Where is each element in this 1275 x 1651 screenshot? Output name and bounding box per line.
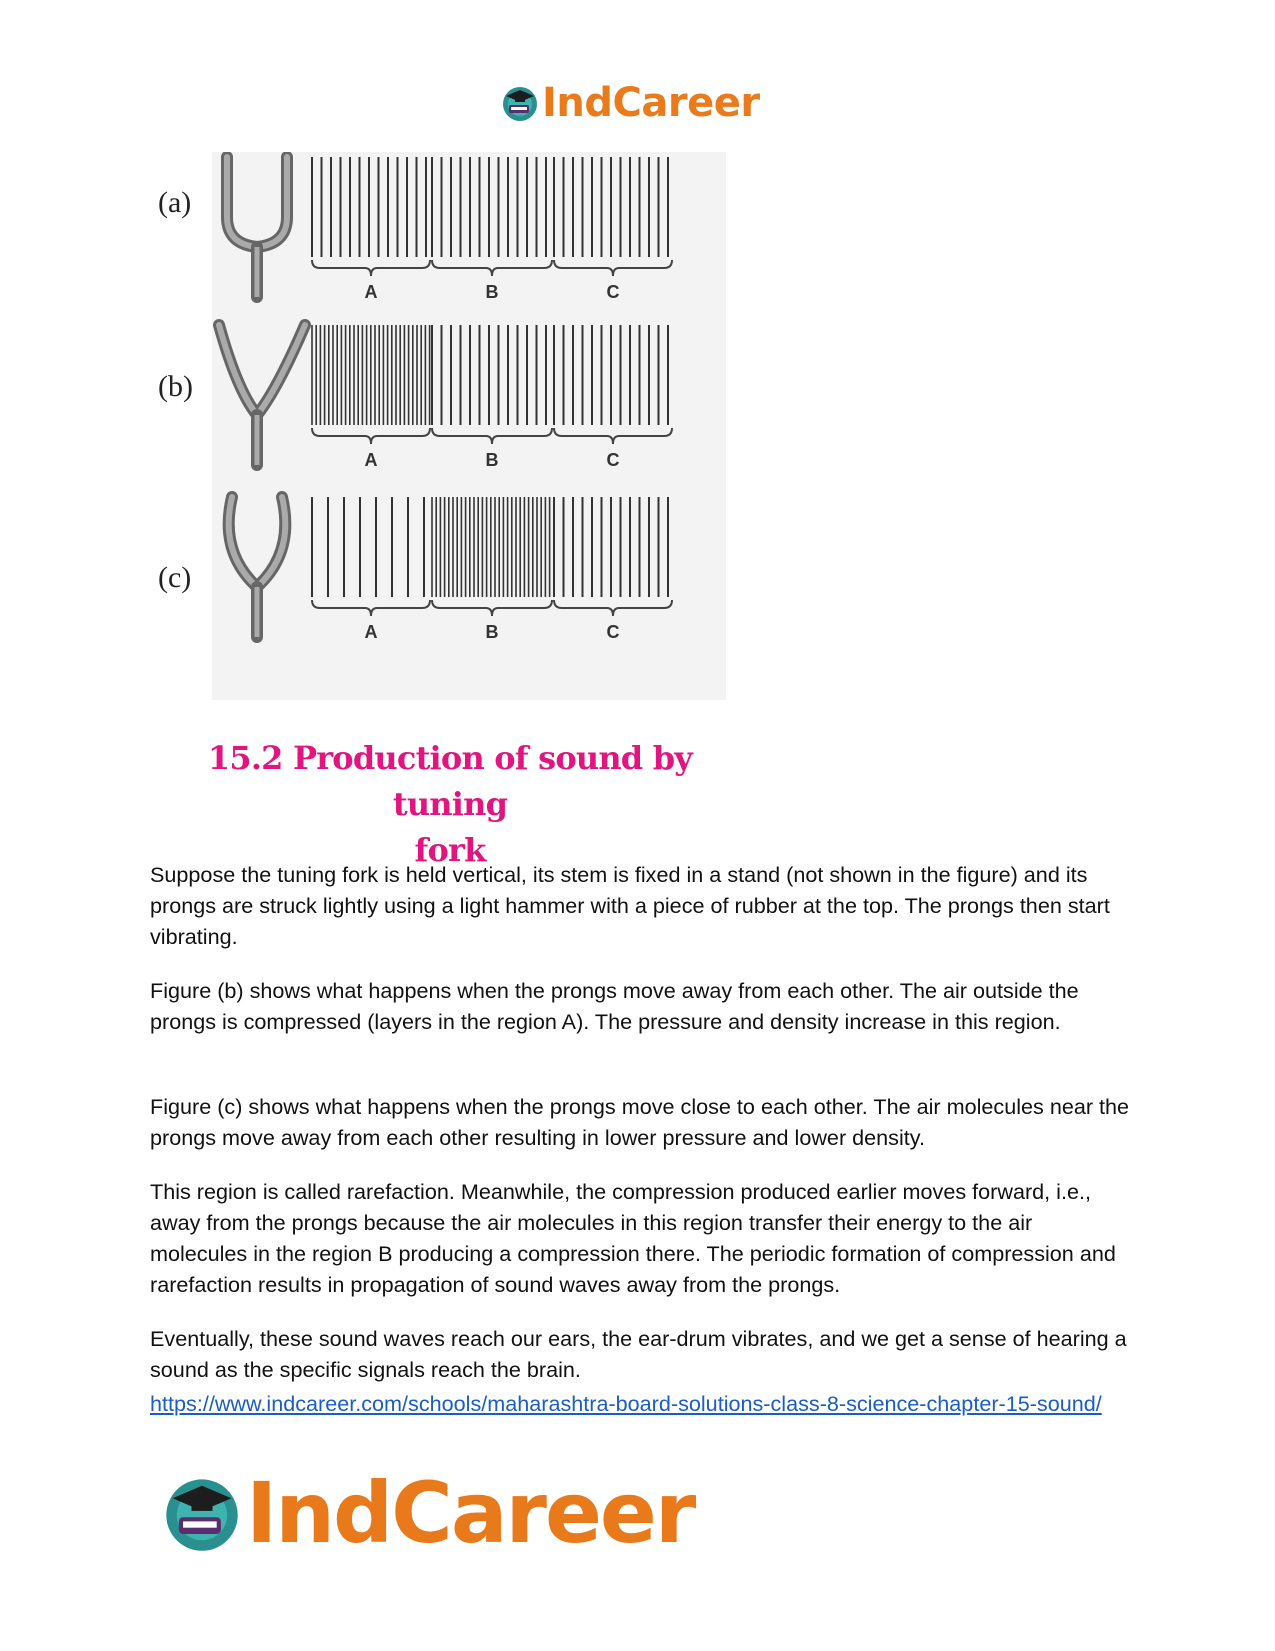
region-label: C xyxy=(606,450,620,470)
heading-line-2: fork xyxy=(414,831,486,869)
tuning-fork-figure xyxy=(212,152,726,700)
source-link[interactable]: https://www.indcareer.com/schools/maharashtra-board-solutions-class-8-science-chapter-15-sound/ xyxy=(150,1391,1102,1416)
region-brace xyxy=(554,428,672,444)
region-label: C xyxy=(606,282,620,302)
brand-name: IndCareer xyxy=(542,80,760,126)
header-logo xyxy=(500,78,760,128)
brand-name: IndCareer xyxy=(246,1464,695,1562)
region-brace xyxy=(312,600,430,616)
paragraph-intro: Suppose the tuning fork is held vertical, its stem is fixed in a stand (not shown in the figure) and its prongs are struck lightly using a light hammer with a piece of rubber at the top. The prongs then start vibrating. xyxy=(150,862,1110,949)
paragraph-rarefaction: This region is called rarefaction. Meanwhile, the compression produced earlier moves forward, i.e., away from the prongs because the air molecules in this region transfer their energy to the air molecules in the region B producing a compression there. The periodic formation of compression and rarefaction results in propagation of sound waves away from the prongs. xyxy=(150,1179,1116,1297)
tuning-fork-diagram xyxy=(212,152,726,700)
fork-prongs xyxy=(229,497,286,587)
region-label: A xyxy=(364,622,378,642)
region-brace xyxy=(312,260,430,276)
section-heading xyxy=(150,735,750,873)
region-brace xyxy=(554,260,672,276)
graduate-book-globe-icon xyxy=(500,83,540,123)
paragraph-hearing: Eventually, these sound waves reach our ears, the ear-drum vibrates, and we get a sense of hearing a sound as the specific signals reach the brain. xyxy=(150,1326,1127,1382)
figure-label-b: (b) xyxy=(158,370,193,403)
graduate-book-globe-icon xyxy=(160,1471,244,1555)
region-label: B xyxy=(485,622,499,642)
region-brace xyxy=(432,428,552,444)
region-brace xyxy=(432,600,552,616)
fork-prongs xyxy=(227,157,287,247)
figure-label-c: (c) xyxy=(158,561,192,594)
figure-label-a: (a) xyxy=(158,186,192,219)
paragraph-figure-b: Figure (b) shows what happens when the prongs move away from each other. The air outside the prongs is compressed (layers in the region A). The pressure and density increase in this region. xyxy=(150,978,1079,1034)
region-label: A xyxy=(364,450,378,470)
footer-logo xyxy=(160,1464,695,1562)
heading-line-1: 15.2 Production of sound by tuning xyxy=(207,739,693,823)
region-label: A xyxy=(364,282,378,302)
region-label: B xyxy=(485,450,499,470)
fork-prongs-highlight xyxy=(229,497,286,587)
paragraph-figure-c: Figure (c) shows what happens when the prongs move close to each other. The air molecules near the prongs move away from each other resulting in lower pressure and lower density. xyxy=(150,1094,1130,1150)
region-brace xyxy=(312,428,430,444)
region-brace xyxy=(554,600,672,616)
region-brace xyxy=(432,260,552,276)
region-label: C xyxy=(606,622,620,642)
region-label: B xyxy=(485,282,499,302)
